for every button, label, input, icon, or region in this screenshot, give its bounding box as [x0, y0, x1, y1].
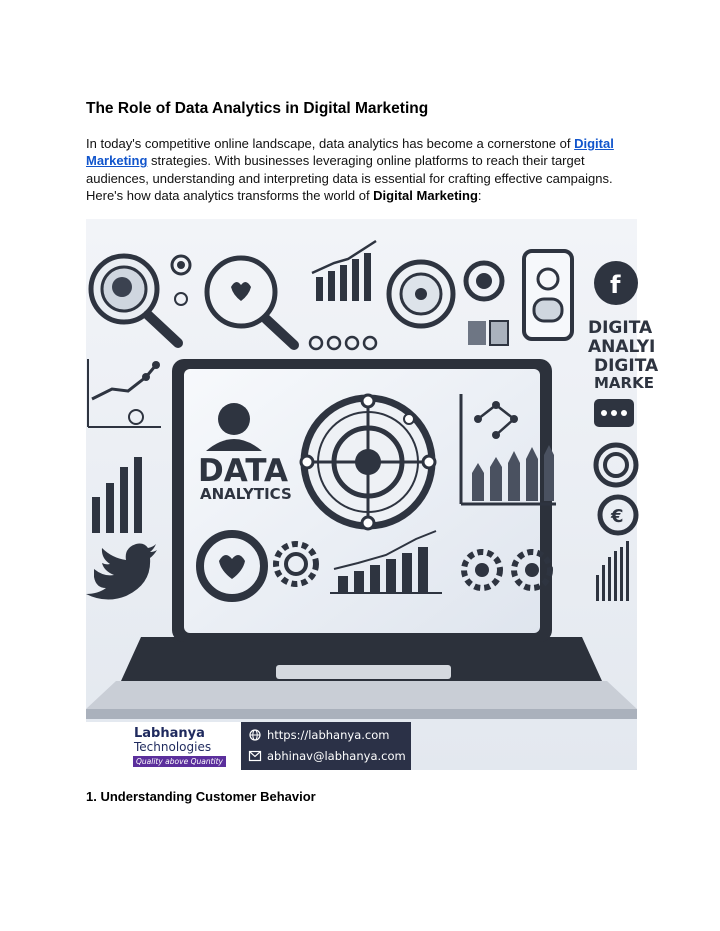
- email-row: [249, 749, 406, 763]
- brand-block: [86, 722, 241, 770]
- intro-text-3: :: [477, 188, 482, 204]
- intro-bold-term: Digital Marketing: [373, 188, 478, 204]
- contact-block: [241, 722, 411, 770]
- digital-marketing-link[interactable]: Digital Marketing: [86, 136, 614, 169]
- mail-icon: [249, 751, 261, 761]
- chat-bubble-icon: [594, 399, 634, 427]
- website-link[interactable]: https://labhanya.com: [267, 728, 390, 742]
- globe-icon: [249, 729, 261, 741]
- network-target-icon: [301, 395, 435, 529]
- section-heading: 1. Understanding Customer Behavior: [86, 789, 316, 804]
- side-text-1: DIGITA: [588, 318, 653, 338]
- document-title: The Role of Data Analytics in Digital Marketing: [86, 100, 429, 117]
- svg-text:€: €: [611, 506, 624, 527]
- phone-icon: [524, 251, 572, 339]
- website-row: [249, 728, 389, 742]
- brand-name: Labhanya: [134, 726, 205, 741]
- email-link[interactable]: abhinav@labhanya.com: [267, 749, 406, 763]
- brand-subtitle: Technologies: [134, 740, 212, 754]
- intro-text-2: strategies. With businesses leveraging online platforms to reach their target audiences, understanding and interpreting data is essential for crafting effective campaigns. Here's how data analytics transforms the world of: [86, 153, 613, 204]
- side-text-2: ANALYI: [588, 337, 656, 357]
- screen-title-line1: DATA: [198, 453, 289, 489]
- laptop-keyboard: [86, 637, 637, 719]
- data-analytics-illustration: [86, 219, 659, 770]
- target-icon: [389, 262, 453, 326]
- side-text-4: MARKE: [594, 374, 654, 392]
- brand-tagline: Quality above Quantity: [133, 756, 226, 767]
- hero-illustration: [86, 219, 659, 770]
- facebook-icon: [594, 261, 638, 305]
- side-text-3: DIGITA: [594, 356, 659, 376]
- svg-text:f: f: [610, 271, 621, 299]
- intro-paragraph: [86, 135, 626, 205]
- intro-text-1: In today's competitive online landscape, data analytics has become a cornerstone of: [86, 136, 575, 151]
- screen-title-line2: ANALYTICS: [200, 485, 292, 503]
